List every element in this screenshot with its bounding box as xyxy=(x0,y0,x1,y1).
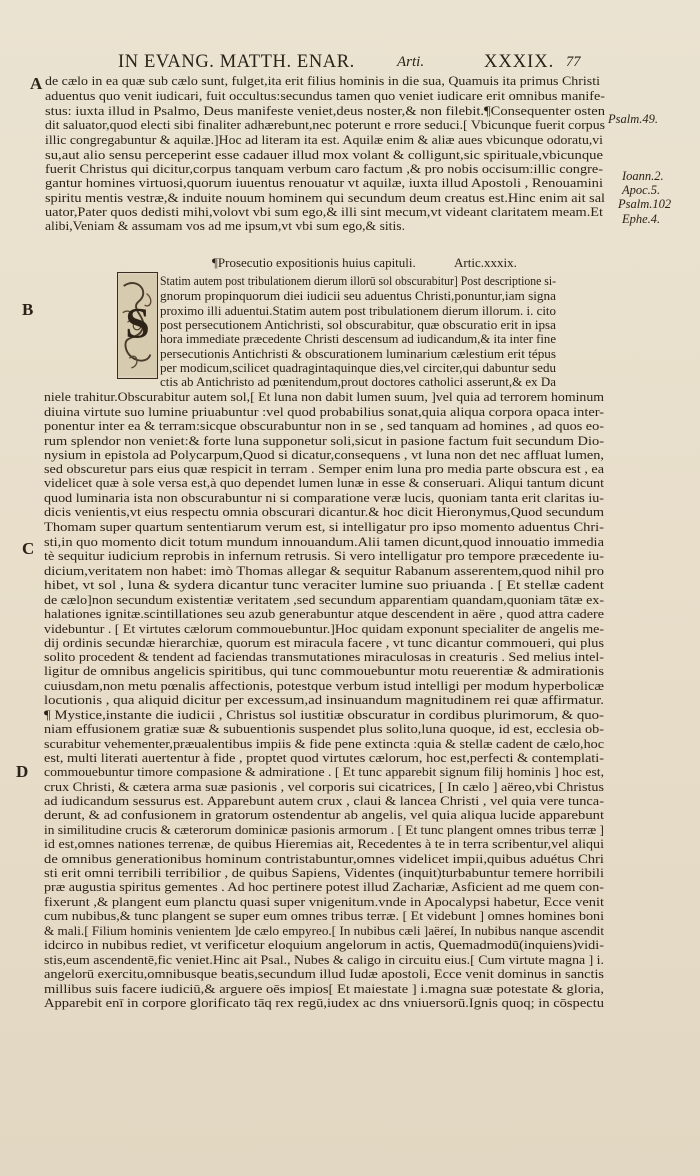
text-line: illic congregabuntur & aquilæ.]Hoc ad literam ita est. Aquilæ enim & aliæ aues vbicunque odoratu,vi xyxy=(45,133,603,147)
text-line: solito procedent & tendent ad faciendas transmutationes miraculosas in creaturis . Sed melius intel- xyxy=(44,650,604,664)
margin-note-psalm102: Psalm.102 xyxy=(618,197,672,211)
text-line: angelorū exercitu,omnibusque beatis,secundum illud Iudæ apostoli, Ecce venit dominus in sanctis xyxy=(44,967,604,981)
text-line: tè sequitur iudicium reprobis in infernum retrusis. Si vero intelligatur pro tempore præcedente iu- xyxy=(44,549,604,563)
header-article-label: Arti. xyxy=(397,54,425,70)
text-line: aduentus quo venit iudicari, fuit occultus:secundus tamen quo veniet iudicare erit omnibus manife- xyxy=(45,89,605,103)
margin-letter-d: D xyxy=(16,762,29,781)
text-line: commouebuntur timore compasione & admiratione . [ Et tunc apparebit signum filij hominis ] hoc est, xyxy=(44,765,604,779)
margin-note-ioann2: Ioann.2. xyxy=(622,169,664,183)
text-line: Statim autem post tribulationem dierum illorū sol obscurabitur] Post descriptione si- xyxy=(160,274,556,288)
text-line: su,aut alio sensu perceperint esse cadauer illud mox volant & colligunt,sic spirituale,vbicunque xyxy=(45,148,603,162)
margin-note-apoc5: Apoc.5. xyxy=(622,183,661,197)
text-line: ad iudicandum sessurus est. Apparebunt autem crux , claui & lancea Christi , vel quia vere tunca- xyxy=(44,794,604,808)
text-line: Thomam super quartum sententiarum verum est, si intelligatur pro ipso momento aduentus Chri- xyxy=(44,520,604,534)
text-line: quod luminaria ista non obscurabuntur ni si comparatione veræ lucis, quoniam tanta erit claritas iu- xyxy=(44,491,604,505)
header-article-roman: XXXIX. xyxy=(484,52,555,72)
text-line: sed obscuretur pars eius quæ respicit in terram . Semper enim luna pro media parte obscura est , ea xyxy=(44,462,604,476)
text-line: gantur homines virtuosi,quorum iuuentus renouatur vt aquilæ, iuxta illud Apostoli , Renouamini xyxy=(45,176,603,190)
header-title: IN EVANG. MATTH. ENAR. xyxy=(118,52,355,72)
margin-letter-a: A xyxy=(30,74,43,93)
text-line: spiritu mentis vestræ,& induite nouum hominem qui secundum deum creatus est.Hinc enim ait sal xyxy=(45,191,605,205)
text-line: fixerunt ,& plangent eum planctu quasi super vnigenitum.vnde in Apocalypsi habetur, Ecce venit xyxy=(44,895,604,909)
text-line: videbuntur . [ Et virtutes cælorum commouebuntur.]Hoc quidam exponunt specialiter de angelis me- xyxy=(44,622,604,636)
initial-letter: S xyxy=(125,299,150,348)
text-line: hora immediate præcedente Christi descensum ad iudicandum,& ita inter fine xyxy=(160,332,556,346)
text-line: millibus suis facere iudiciū,& arguere oēs impios[ Et maiestate ] i.magna suæ potestate & gloria, xyxy=(44,982,604,996)
text-line: gnorum propinquorum diei iudicii seu aduentus Christi,ponuntur,iam signa xyxy=(160,289,556,303)
text-line: niele trahitur.Obscurabitur autem sol,[ Et luna non dabit lumen suum, ]vel quia ad terrorem hominum xyxy=(44,390,604,404)
text-line: cuiusdam,non metu pœnalis affectionis, potestque verbum istud intelligi per modum hyperbolicæ xyxy=(44,679,604,693)
text-line: ponentur inter ea & terram:sicque obscurabuntur non in se , sed tanquam ad homines , ad quos eo- xyxy=(44,419,604,433)
page-number: 77 xyxy=(566,54,581,70)
margin-note-psalm49: Psalm.49. xyxy=(608,112,658,126)
text-line: cum nubibus,& tunc plangent se super eum omnes tribus terræ. [ Et videbunt ] omnes homines boni xyxy=(44,909,604,923)
text-line: halationes ignitæ.scintillationes seu azub generabuntur atque descendent in aëre , quod attra cadere xyxy=(44,607,604,621)
text-line: dicis venientis,vt eius respectu omnia obscurari dicantur.& hoc dicit Hieronymus,Quod secundum xyxy=(44,505,604,519)
text-line: diuina virtute suo lumine priuabuntur :vel quod probabilius sonat,quia aliqua corpora opaca inter- xyxy=(44,405,604,419)
text-line: ¶ Mystice,instante die iudicii , Christus sol iustitiæ obscuratur in cordibus plurimorum, & quo- xyxy=(44,708,604,722)
text-line: ctis ab Antichristo ad pœnitendum,prout doctores catholici asserunt,& ex Da xyxy=(160,375,556,389)
margin-letter-c: C xyxy=(22,539,35,558)
text-line: niam effusionem gratiæ suæ & subuentionis suspendet plus solito,luna quoque, id est, ecclesia ob- xyxy=(44,722,604,736)
text-line: de cælo]non secundum existentiæ veritatem ,sed secundum apparentiam quandam,quoniam tātæ ex- xyxy=(44,593,604,607)
text-line: persecutionis Antichristi & obscurationem luminarium cælestium erit tépus xyxy=(160,347,556,361)
text-line: de omnibus generationibus hominum contristabuntur,omnes videlicet impii,quibus aduétus Chri xyxy=(44,852,604,866)
text-line: stis,eum ascendentē,fic veniet.Hinc ait Psal., Nubes & caligo in circuitu eius.[ Cum virtute magna ] i. xyxy=(44,953,604,967)
text-line: ligitur de omnibus angelicis spiritibus, qui tunc commouebuntur motu reuerentiæ & admirationis xyxy=(44,664,604,678)
text-line: scurabitur vehementer,præualentibus impiis & fide pene extincta :quia & stellæ cadent de cælo,hoc xyxy=(44,737,604,751)
text-line: in similitudine crucis & cæterorum dominicæ pasionis armorum . [ Et tunc plangent omnes tribus terræ ] xyxy=(44,823,604,837)
section-heading: ¶Prosecutio expositionis huius capituli. xyxy=(212,255,416,270)
text-line: stus: iuxta illud in Psalmo, Deus manifeste veniet,deus noster,& non filebit.¶Consequenter osten xyxy=(45,104,605,118)
text-line: Apparebit enī in corpore glorificato tāq rex regū,iudex ac dns vniuersorū.Ignis quoq; in cōspectu xyxy=(44,996,604,1010)
text-line: derunt, & ad confusionem in gratorum ostendentur ab angelis, vel quia aliqua lucide apparebunt xyxy=(44,808,604,822)
text-line: locutionis , qua aliquid dicitur per excessum,ad insinuandum magnitudinem rei quæ affirmatur. xyxy=(44,693,604,707)
section-article: Artic.xxxix. xyxy=(454,255,517,270)
text-line: uator,Pater quos dedisti mihi,volovt vbi sum ego,& illi sint mecum,vt videant claritatem meam.Et xyxy=(45,205,603,219)
text-line: crux Christi, & cætera arma suæ pasionis , vel corporis sui cicatrices, [ In cælo ] aëreo,vbi Christus xyxy=(44,780,604,794)
text-line: hibet, vt sol , luna & sydera dicantur tunc veraciter lumine suo priuanda . [ Et stellæ cadent xyxy=(44,578,604,592)
text-line: per modicum,scilicet quadragintaquinque dies,vel circiter,qui dabuntur sedu xyxy=(160,361,556,375)
text-line: dij ordinis secundæ hierarchiæ, quorum est miracula facere , vt tunc dicantur commoueri, qui plus xyxy=(44,636,604,650)
text-line: sti erit omni terribili terribilior , de quibus Sapiens, Videntes (inquit)turbabuntur temere horribili xyxy=(44,866,604,880)
text-line: alibi,Veniam & assumam vos ad me ipsum,vt vbi sum ego,& sitis. xyxy=(45,219,405,233)
text-line: & mali.[ Filium hominis venientem ]de cælo empyreo.[ In nubibus cæli ]aëreí, In nubibus nanque ascendit xyxy=(44,924,604,938)
text-line: nysium in epistola ad Polycarpum,Quod si dicatur,consequens , vt luna non det nec affluat lumen, xyxy=(44,448,604,462)
text-line: idcirco in nubibus rediet, vt verificetur eloquium angelorum in actis, Quemadmodū(inquiens)vidi- xyxy=(44,938,604,952)
text-line: rum splendor non veniet:& forte luna supponetur soli,sicut in pasione factum fuit secundum Dio- xyxy=(44,434,604,448)
text-line: dicium,veritatem non habet: imò Thomas allegar & sequitur Rabanum asserentem,quod nihil pro xyxy=(44,564,604,578)
text-line: id est,omnes nationes terrenæ, de quibus Hieremias ait, Recedentes à te in terra scribentur,vel aliqui xyxy=(44,837,604,851)
text-line: sti,in quo momento dicit totum mundum innouandum.Alii tamen dicunt,quod innouatio immedia xyxy=(44,535,604,549)
text-line: de cælo in ea quæ sub cælo sunt, fulget,ita erit filius hominis in die sua, Quamuis ita primus Christi xyxy=(45,74,600,88)
text-line: fuerit Christus qui dicitur,corpus tanquam verbum caro factum ,& pro nobis occisum:illic congre- xyxy=(45,162,603,176)
text-line: videlicet quæ à sole versa est,à quo dependet lumen lunæ in esse & conseruari. Aliqui tantum dicunt xyxy=(44,476,604,490)
text-line: post persecutionem Antichristi, sol obscurabitur, quæ obscuratio erit in ipsa xyxy=(160,318,556,332)
margin-letter-b: B xyxy=(22,300,34,319)
text-line: dit saluator,quod electi sibi finaliter adhærebunt,nec poterunt e rrore seduci.[ Vbicunque fuerit corpus xyxy=(45,118,605,132)
text-line: præ augustia spiritus gementes . Ad hoc pertinere potest illud Zachariæ, Asficient ad me quem con- xyxy=(44,880,604,894)
text-line: est, multi literati auertentur à fide , proptet quod virtutes cælorum, hoc est,perfecti & contemplati- xyxy=(44,751,604,765)
margin-note-ephe4: Ephe.4. xyxy=(622,212,661,226)
text-line: proximo illi aduentui.Statim autem post tribulationem dierum illorum. i. cito xyxy=(160,304,556,318)
